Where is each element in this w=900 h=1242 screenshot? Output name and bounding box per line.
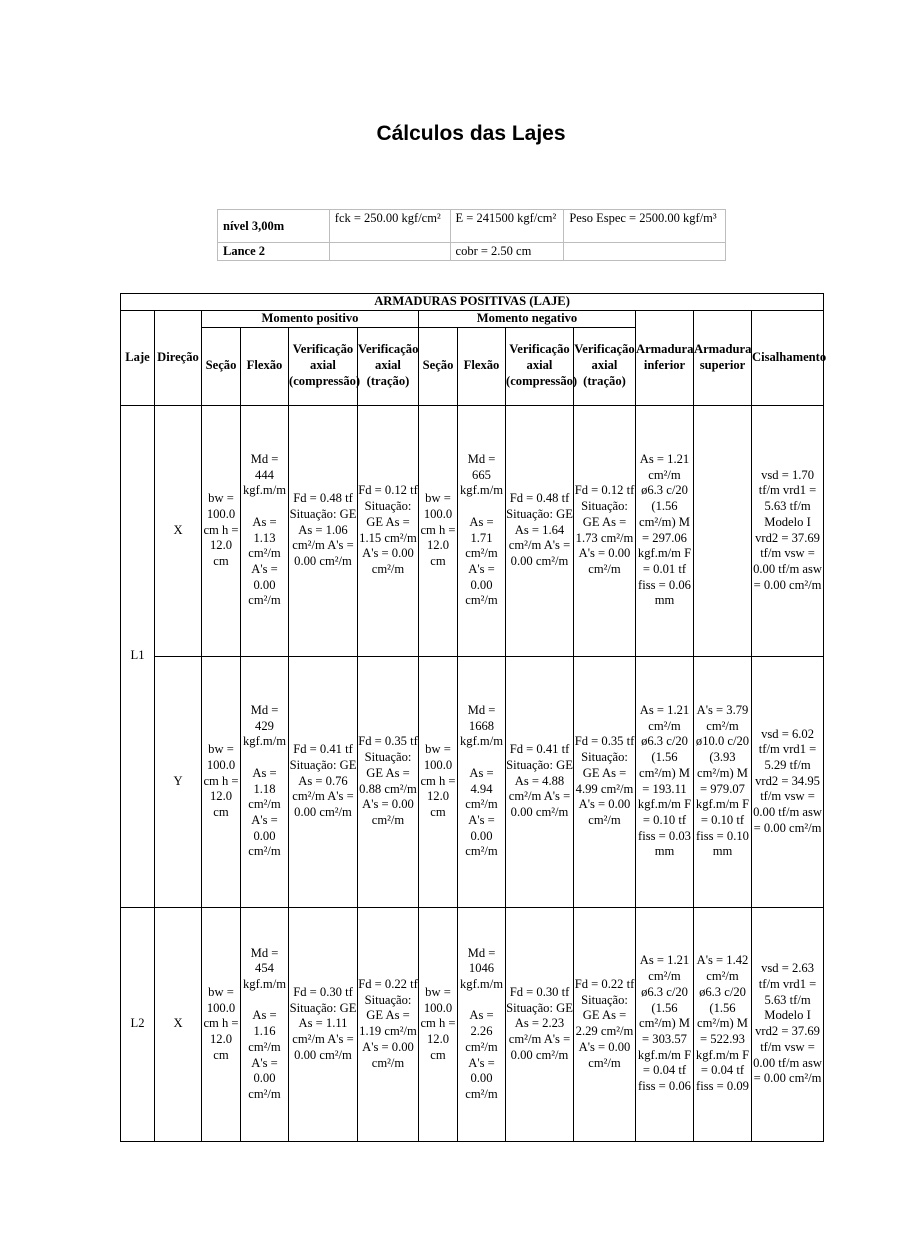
empty-cell <box>329 243 450 261</box>
header-verificacao-compressao: Verificação axial (compressão) <box>289 327 358 405</box>
table-row <box>121 405 824 656</box>
top-reinforcement: A's = 3.79 cm²/m ø10.0 c/20 (3.93 cm²/m) M = 979.07 kgf.m/m F = 0.10 tf fiss = 0.10 mm <box>694 656 752 907</box>
header-secao: Seção <box>202 327 241 405</box>
lance-label: Lance 2 <box>218 243 330 261</box>
fck-value: fck = 250.00 kgf/cm² <box>329 210 450 243</box>
table-title: ARMADURAS POSITIVAS (LAJE) <box>121 294 824 311</box>
parameters-table <box>217 209 726 261</box>
slab-name: L2 <box>121 907 155 1141</box>
header-direcao: Direção <box>155 310 202 405</box>
shear: vsd = 6.02 tf/m vrd1 = 5.29 tf/m vrd2 = 34.95 tf/m vsw = 0.00 tf/m asw = 0.00 cm²/m <box>752 656 824 907</box>
direction: X <box>155 907 202 1141</box>
header-laje: Laje <box>121 310 155 405</box>
flexure-positive: Md = 454 kgf.m/m As = 1.16 cm²/m A's = 0.00 cm²/m <box>241 907 289 1141</box>
reinforcement-table <box>120 293 827 1142</box>
shear: vsd = 2.63 tf/m vrd1 = 5.63 tf/m Modelo I vrd2 = 37.69 tf/m vsw = 0.00 tf/m asw = 0.00 cm²/m <box>752 907 824 1141</box>
flexure-positive: Md = 429 kgf.m/m As = 1.18 cm²/m A's = 0.00 cm²/m <box>241 656 289 907</box>
axial-compression-negative: Fd = 0.41 tf Situação: GE As = 4.88 cm²/m A's = 0.00 cm²/m <box>506 656 574 907</box>
table-row <box>121 907 824 1141</box>
flexure-negative: Md = 665 kgf.m/m As = 1.71 cm²/m A's = 0.00 cm²/m <box>458 405 506 656</box>
axial-tension-positive: Fd = 0.35 tf Situação: GE As = 0.88 cm²/m A's = 0.00 cm²/m <box>358 656 419 907</box>
header-armadura-inferior: Armadura inferior <box>636 310 694 405</box>
empty-cell <box>564 243 726 261</box>
header-cisalhamento: Cisalhamento <box>752 310 824 405</box>
bottom-reinforcement: As = 1.21 cm²/m ø6.3 c/20 (1.56 cm²/m) M = 303.57 kgf.m/m F = 0.04 tf fiss = 0.06 <box>636 907 694 1141</box>
axial-tension-negative: Fd = 0.22 tf Situação: GE As = 2.29 cm²/m A's = 0.00 cm²/m <box>574 907 636 1141</box>
shear: vsd = 1.70 tf/m vrd1 = 5.63 tf/m Modelo I vrd2 = 37.69 tf/m vsw = 0.00 tf/m asw = 0.00 cm²/m <box>752 405 824 656</box>
header-verificacao-compressao: Verificação axial (compressão) <box>506 327 574 405</box>
section-positive: bw = 100.0 cm h = 12.0 cm <box>202 656 241 907</box>
table-row <box>121 656 824 907</box>
bottom-reinforcement: As = 1.21 cm²/m ø6.3 c/20 (1.56 cm²/m) M = 297.06 kgf.m/m F = 0.01 tf fiss = 0.06 mm <box>636 405 694 656</box>
header-momento-negativo: Momento negativo <box>419 310 636 327</box>
section-negative: bw = 100.0 cm h = 12.0 cm <box>419 907 458 1141</box>
top-reinforcement: A's = 1.42 cm²/m ø6.3 c/20 (1.56 cm²/m) M = 522.93 kgf.m/m F = 0.04 tf fiss = 0.09 <box>694 907 752 1141</box>
flexure-positive: Md = 444 kgf.m/m As = 1.13 cm²/m A's = 0.00 cm²/m <box>241 405 289 656</box>
axial-tension-positive: Fd = 0.12 tf Situação: GE As = 1.15 cm²/m A's = 0.00 cm²/m <box>358 405 419 656</box>
direction: Y <box>155 656 202 907</box>
flexure-negative: Md = 1668 kgf.m/m As = 4.94 cm²/m A's = 0.00 cm²/m <box>458 656 506 907</box>
header-momento-positivo: Momento positivo <box>202 310 419 327</box>
specific-weight-value: Peso Espec = 2500.00 kgf/m³ <box>564 210 726 243</box>
bottom-reinforcement: As = 1.21 cm²/m ø6.3 c/20 (1.56 cm²/m) M = 193.11 kgf.m/m F = 0.10 tf fiss = 0.03 mm <box>636 656 694 907</box>
header-flexao: Flexão <box>241 327 289 405</box>
header-secao: Seção <box>419 327 458 405</box>
elastic-modulus-value: E = 241500 kgf/cm² <box>450 210 564 243</box>
section-positive: bw = 100.0 cm h = 12.0 cm <box>202 405 241 656</box>
page-title: Cálculos das Lajes <box>376 122 566 145</box>
axial-compression-negative: Fd = 0.48 tf Situação: GE As = 1.64 cm²/m A's = 0.00 cm²/m <box>506 405 574 656</box>
section-negative: bw = 100.0 cm h = 12.0 cm <box>419 656 458 907</box>
header-armadura-superior: Armadura superior <box>694 310 752 405</box>
top-reinforcement <box>694 405 752 656</box>
cover-value: cobr = 2.50 cm <box>450 243 564 261</box>
axial-compression-negative: Fd = 0.30 tf Situação: GE As = 2.23 cm²/m A's = 0.00 cm²/m <box>506 907 574 1141</box>
axial-compression-positive: Fd = 0.30 tf Situação: GE As = 1.11 cm²/m A's = 0.00 cm²/m <box>289 907 358 1141</box>
header-flexao: Flexão <box>458 327 506 405</box>
flexure-negative: Md = 1046 kgf.m/m As = 2.26 cm²/m A's = 0.00 cm²/m <box>458 907 506 1141</box>
axial-tension-negative: Fd = 0.35 tf Situação: GE As = 4.99 cm²/m A's = 0.00 cm²/m <box>574 656 636 907</box>
slab-name: L1 <box>121 405 155 907</box>
section-positive: bw = 100.0 cm h = 12.0 cm <box>202 907 241 1141</box>
axial-compression-positive: Fd = 0.48 tf Situação: GE As = 1.06 cm²/m A's = 0.00 cm²/m <box>289 405 358 656</box>
axial-tension-positive: Fd = 0.22 tf Situação: GE As = 1.19 cm²/m A's = 0.00 cm²/m <box>358 907 419 1141</box>
header-verificacao-tracao: Verificação axial (tração) <box>574 327 636 405</box>
direction: X <box>155 405 202 656</box>
level-label: nível 3,00m <box>218 210 330 243</box>
section-negative: bw = 100.0 cm h = 12.0 cm <box>419 405 458 656</box>
header-verificacao-tracao: Verificação axial (tração) <box>358 327 419 405</box>
axial-tension-negative: Fd = 0.12 tf Situação: GE As = 1.73 cm²/m A's = 0.00 cm²/m <box>574 405 636 656</box>
axial-compression-positive: Fd = 0.41 tf Situação: GE As = 0.76 cm²/m A's = 0.00 cm²/m <box>289 656 358 907</box>
